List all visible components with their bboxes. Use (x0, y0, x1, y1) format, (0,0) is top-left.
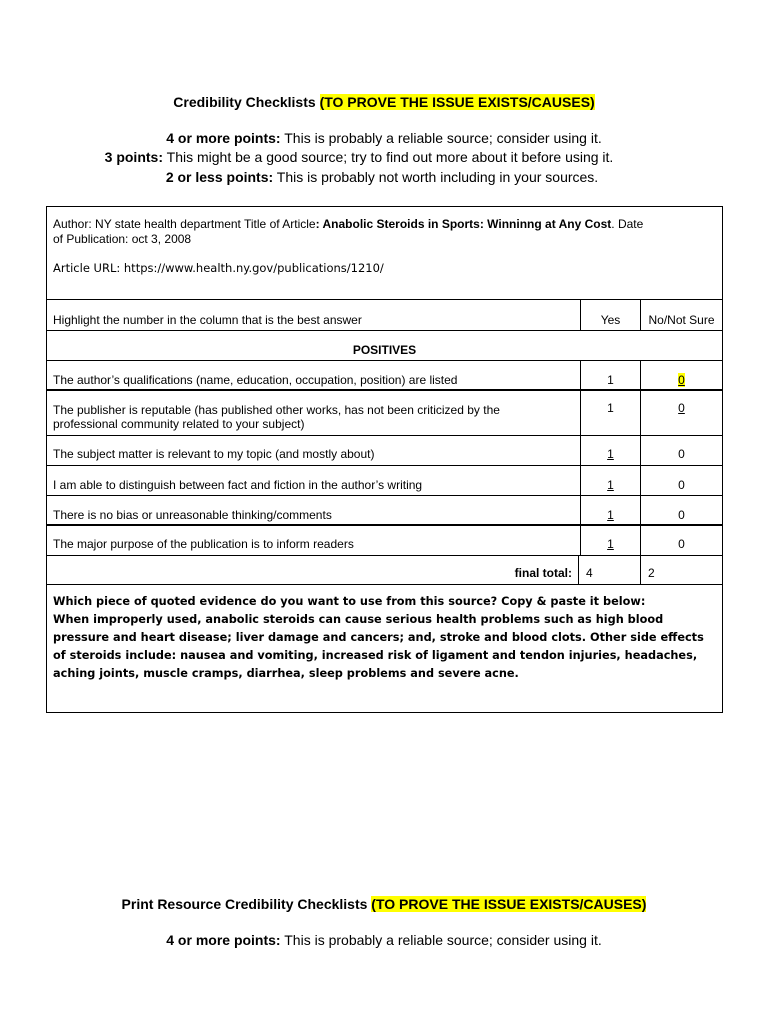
instruction-text: Highlight the number in the column that is the best answer (53, 313, 362, 327)
yes-value[interactable]: 1 (607, 401, 614, 415)
row-question: The author’s qualifications (name, education, occupation, position) are listed (53, 373, 458, 387)
selected-answer: 1 (607, 478, 614, 492)
yes-cell (580, 391, 640, 435)
print-scale-line-4 (0, 932, 768, 948)
scale-line-2 (0, 169, 766, 185)
final-total-yes-cell (578, 556, 640, 584)
no-value[interactable]: 0 (678, 478, 685, 492)
no-value[interactable]: 0 (678, 447, 685, 461)
credibility-checklist-table (46, 206, 723, 713)
source-info (53, 217, 653, 276)
selected-answer: 1 (607, 447, 614, 461)
final-total-yes: 4 (586, 566, 593, 580)
scale-text: This is probably a reliable source; consider using it. (280, 932, 602, 948)
final-total-row (47, 556, 722, 585)
yes-value[interactable] (581, 508, 640, 522)
table-row (47, 466, 722, 496)
table-row (47, 496, 722, 526)
publication-date: . Date of Publication: oct 3, 2008 (53, 217, 644, 246)
scale-points: 3 points: (104, 149, 163, 165)
print-title-highlight: (TO PROVE THE ISSUE EXISTS/CAUSES) (371, 896, 647, 912)
final-total-no: 2 (648, 566, 655, 580)
scale-points: 4 or more points: (166, 932, 281, 948)
positives-label: POSITIVES (352, 343, 417, 357)
table-row (47, 361, 722, 391)
row-question: The major purpose of the publication is to inform readers (53, 537, 354, 551)
scale-text: This might be a good source; try to find out more about it before using it. (163, 149, 614, 165)
yes-value[interactable]: 1 (607, 373, 614, 387)
scale-points: 4 or more points: (166, 130, 281, 146)
evidence-section (47, 585, 722, 712)
yes-cell (580, 496, 640, 524)
row-question: I am able to distinguish between fact and fiction in the author’s writing (53, 478, 423, 492)
yes-cell (580, 361, 640, 389)
print-checklist-title (0, 896, 768, 912)
yes-value[interactable] (581, 478, 640, 492)
yes-cell (580, 466, 640, 495)
no-header-cell (640, 300, 722, 330)
page-title-highlight: (TO PROVE THE ISSUE EXISTS/CAUSES) (319, 94, 595, 110)
yes-value[interactable] (581, 537, 640, 551)
yes-header-cell (580, 300, 640, 330)
scale-points: 2 or less points: (165, 169, 274, 185)
no-cell (640, 466, 722, 495)
selected-answer: 0 (678, 373, 685, 387)
table-row (47, 391, 722, 436)
header-row (47, 300, 722, 331)
yes-value[interactable] (581, 447, 640, 461)
no-value[interactable] (641, 373, 722, 387)
table-row (47, 436, 722, 466)
page-title-text: Credibility Checklists (173, 94, 320, 110)
no-value[interactable]: 0 (678, 537, 685, 551)
article-title: Anabolic Steroids in Sports: Winninng at Any Cost (319, 217, 612, 231)
page-title (0, 94, 768, 110)
yes-cell (580, 526, 640, 555)
table-row (47, 526, 722, 556)
print-title-text: Print Resource Credibility Checklists (121, 896, 372, 912)
selected-answer: 1 (607, 508, 614, 522)
evidence-block (53, 593, 713, 683)
final-total-label: final total: (514, 566, 572, 580)
author-label: Author: NY state health department Title of Article (53, 217, 316, 231)
evidence-prompt: Which piece of quoted evidence do you want to use from this source? Copy & paste it below: (53, 595, 646, 608)
no-cell (640, 526, 722, 555)
row-question: The subject matter is relevant to my topic (and mostly about) (53, 447, 375, 461)
final-total-no-cell (640, 556, 722, 584)
scale-line-4 (0, 130, 768, 146)
no-cell (640, 436, 722, 465)
row-question: The publisher is reputable (has published other works, has not been criticized by the professional community related to your subject) (53, 403, 500, 431)
selected-answer: 0 (678, 401, 685, 415)
article-url: Article URL: https://www.health.ny.gov/publications/1210/ (53, 261, 384, 275)
yes-cell (580, 436, 640, 465)
scale-line-3 (0, 149, 743, 165)
selected-answer: 1 (607, 537, 614, 551)
no-header: No/Not Sure (648, 313, 715, 327)
yes-header: Yes (600, 313, 621, 327)
title-colon: : (315, 217, 320, 231)
positives-row (47, 331, 722, 361)
no-cell (640, 391, 722, 435)
scale-text: This is probably not worth including in your sources. (273, 169, 599, 185)
evidence-text[interactable]: When improperly used, anabolic steroids can cause serious health problems such as high blood pressure and heart disease; liver damage and cancers; and, stroke and blood clots. Other side effects of steroids include: nausea and vomiting, increased risk of ligament and tendon injuries, headaches, aching joints, muscle cramps, diarrhea, sleep problems and severe acne. (53, 613, 704, 680)
row-question: There is no bias or unreasonable thinking/comments (53, 508, 332, 522)
no-cell (640, 496, 722, 524)
no-cell (640, 361, 722, 389)
no-value[interactable] (641, 401, 722, 415)
scale-text: This is probably a reliable source; consider using it. (280, 130, 602, 146)
source-info-row (47, 207, 722, 300)
no-value[interactable]: 0 (678, 508, 685, 522)
